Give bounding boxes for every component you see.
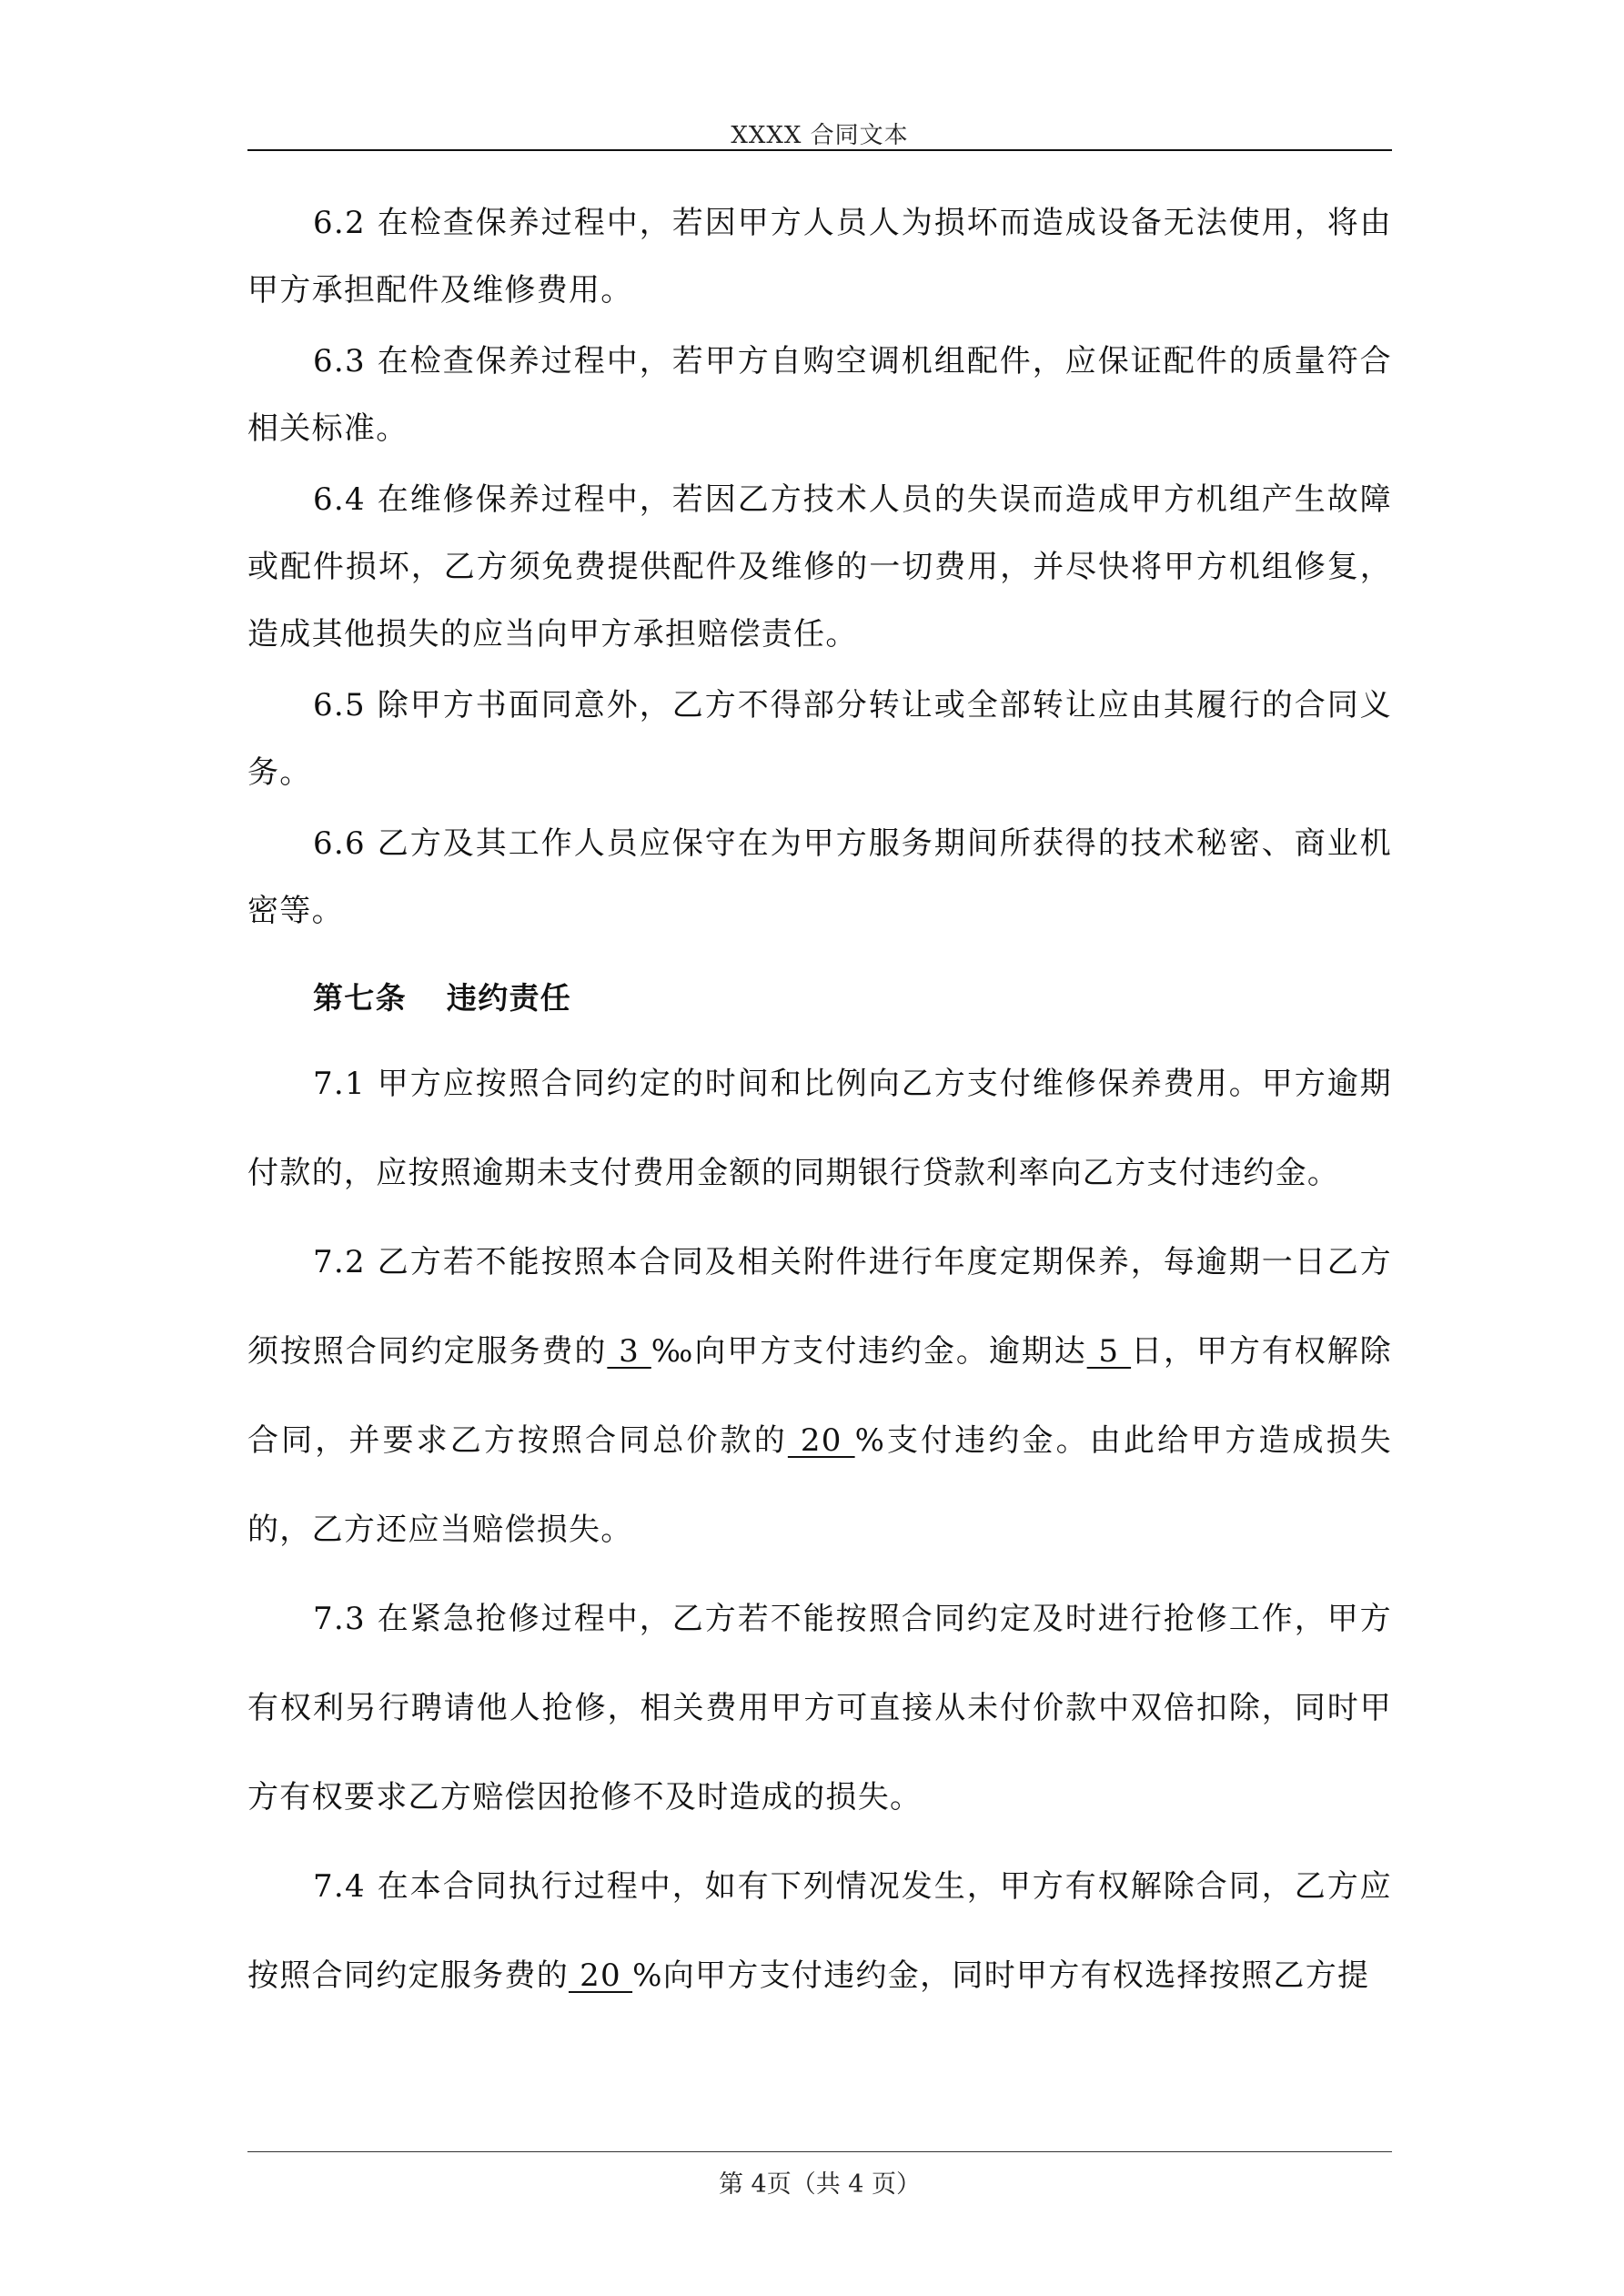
section-title: 违约责任 — [446, 980, 572, 1016]
clause-6-3: 6.3 在检查保养过程中，若甲方自购空调机组配件，应保证配件的质量符合相关标准。 — [247, 343, 1392, 447]
page-number: 第 4页（共 4 页） — [718, 2170, 922, 2199]
document-body — [247, 189, 1392, 2020]
clause-7-4 — [247, 1842, 1392, 2020]
section-heading — [247, 965, 1392, 1032]
clause-7-1: 7.1 甲方应按照合同约定的时间和比例向乙方支付维修保养费用。甲方逾期付款的，应按照逾期未支付费用金额的同期银行贷款利率向乙方支付违约金。 — [247, 1066, 1392, 1191]
overdue-days-blank: 5 — [1086, 1333, 1132, 1370]
page-header: XXXX 合同文本 — [731, 122, 909, 149]
clause-6-2: 6.2 在检查保养过程中，若因甲方人员人为损坏而造成设备无法使用，将由甲方承担配件及维修费用。 — [247, 205, 1392, 308]
clause-7-4-text-2: %向甲方支付违约金，同时甲方有权选择按照乙方提 — [632, 1957, 1370, 1994]
clause-7-2-text-1: 7.2 乙方若不能按照本合同及相关附件进行年度定期保养，每逾期一日乙方须按照合同约定服务费的 — [247, 1244, 1392, 1370]
clause-6-6: 6.6 乙方及其工作人员应保守在为甲方服务期间所获得的技术秘密、商业机密等。 — [247, 825, 1392, 929]
clause-7-2-text-4: %支付违约金。由此给甲方造成损失的，乙方还应当赔偿损失。 — [247, 1422, 1392, 1548]
clause-6-4: 6.4 在维修保养过程中，若因乙方技术人员的失误而造成甲方机组产生故障或配件损坏，乙方须免费提供配件及维修的一切费用，并尽快将甲方机组修复，造成其他损失的应当向甲方承担赔偿责任。 — [247, 481, 1392, 652]
clause-7-3: 7.3 在紧急抢修过程中，乙方若不能按照合同约定及时进行抢修工作，甲方有权利另行聘请他人抢修，相关费用甲方可直接从未付价款中双倍扣除，同时甲方有权要求乙方赔偿因抢修不及时造成的损失。 — [247, 1601, 1392, 1816]
header-divider — [247, 149, 1392, 151]
clause-7-2-text-3: 日，甲方有权解除合同，并要求乙方按照合同总价款的 — [247, 1333, 1392, 1459]
clause-7-2 — [247, 1218, 1392, 1574]
clause-6-5: 6.5 除甲方书面同意外，乙方不得部分转让或全部转让应由其履行的合同义务。 — [247, 687, 1392, 791]
total-penalty-percent-blank: 20 — [787, 1422, 855, 1459]
daily-penalty-rate-blank: 3 — [607, 1333, 651, 1370]
clause-7-4-text-1: 7.4 在本合同执行过程中，如有下列情况发生，甲方有权解除合同，乙方应按照合同约定服务费的 — [247, 1868, 1392, 1994]
footer-divider — [247, 2151, 1392, 2152]
service-fee-percent-blank: 20 — [569, 1957, 633, 1994]
section-number: 第七条 — [313, 980, 407, 1016]
clause-7-2-text-2: ‰向甲方支付违约金。逾期达 — [651, 1333, 1087, 1370]
